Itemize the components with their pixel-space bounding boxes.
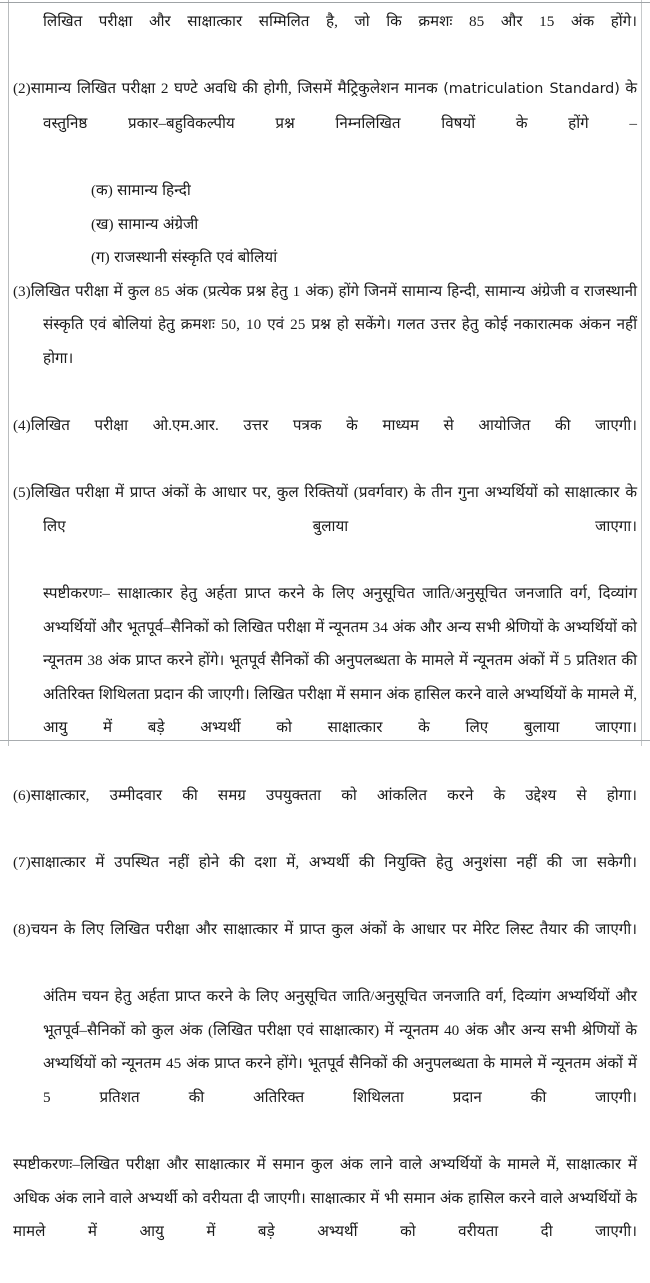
paragraph-item-5-explanation: स्पष्टीकरणः– साक्षात्कार हेतु अर्हता प्राप्त करने के लिए अनुसूचित जाति/अनुसूचित जनजाति वर्ग, दिव्यांग अभ्यर्थियों और भूतपूर्व–सैनिकों को लिखित परीक्षा में न्यूनतम 34 अंक और अन्य सभी श्रेणियों के अभ्यर्थियों को न्यूनतम 38 अंक प्राप्त करने होंगे। भूतपूर्व सैनिकों की अनुपलब्धता के मामले में न्यूनतम अंकों में 5 प्रतिशत की अतिरिक्त शिथिलता प्रदान की जाएगी। लिखित परीक्षा में समान अंक हासिल करने वाले अभ्यर्थियों के मामले में, आयु में बड़े अभ्यर्थी को साक्षात्कार के लिए बुलाया जाएगा। — [43, 585, 637, 737]
item-4-text: लिखित परीक्षा ओ.एम.आर. उत्तर पत्रक के माध्यम से आयोजित की जाएगी। — [30, 417, 637, 435]
paragraph-item-5 — [13, 476, 637, 577]
paragraph-item-6 — [13, 779, 637, 846]
item-5-text: लिखित परीक्षा में प्राप्त अंकों के आधार पर, कुल रिक्तियों (प्रवर्गवार) के तीन गुना अभ्यर्थियों को साक्षात्कार के लिए बुलाया जाएगा। — [30, 484, 637, 535]
item-3-text: लिखित परीक्षा में कुल 85 अंक (प्रत्येक प्रश्न हेतु 1 अंक) होंगे जिनमें सामान्य हिन्दी, सामान्य अंग्रेजी व राजस्थानी संस्कृति एवं बोलियां हेतु क्रमशः 50, 10 एवं 25 प्रश्न हो सकेंगे। गलत उत्तर हेतु कोई नकारात्मक अंकन नहीं होगा। — [30, 282, 637, 367]
paragraph-item-8-continuation: अंतिम चयन हेतु अर्हता प्राप्त करने के लिए अनुसूचित जाति/अनुसूचित जनजाति वर्ग, दिव्यांग अभ्यर्थियों और भूतपूर्व–सैनिकों को कुल अंक (लिखित परीक्षा एवं साक्षात्कार) में न्यूनतम 40 अंक और अन्य सभी श्रेणियों के अभ्यर्थियों को न्यूनतम 45 अंक प्राप्त करने होंगे। भूतपूर्व सैनिकों की अनुपलब्धता के मामले में न्यूनतम अंकों में 5 प्रतिशत की अतिरिक्त शिथिलता प्रदान की जाएगी। — [43, 988, 637, 1106]
item-8-text: चयन के लिए लिखित परीक्षा और साक्षात्कार में प्राप्त कुल अंकों के आधार पर मेरिट लिस्ट तैयार की जाएगी। — [30, 921, 637, 939]
paragraph-item-3 — [13, 275, 637, 409]
list-marker-2: (2) — [13, 80, 31, 98]
sub-item-c: (ग) राजस्थानी संस्कृति एवं बोलियां — [91, 249, 278, 267]
page-right-rule — [641, 0, 642, 746]
item-2-text-part-1: सामान्य लिखित परीक्षा 2 घण्टे अवधि की होगी, जिसमें मैट्रिकुलेशन मानक — [30, 80, 444, 98]
sub-item-b: (ख) सामान्य अंग्रेजी — [91, 215, 199, 233]
list-marker-8: (8) — [13, 921, 31, 939]
page-top-rule — [0, 2, 650, 3]
paragraph-item-2 — [13, 72, 637, 174]
paragraph-final-explanation: स्पष्टीकरणः–लिखित परीक्षा और साक्षात्कार में समान कुल अंक लाने वाले अभ्यर्थियों के मामले में, साक्षात्कार में अधिक अंक लाने वाले अभ्यर्थी को वरीयता दी जाएगी। साक्षात्कार में भी समान अंक हासिल करने वाले अभ्यर्थियों के मामले में आयु में बड़े अभ्यर्थी को वरीयता दी जाएगी। — [13, 1156, 637, 1241]
paragraph-item-4 — [13, 409, 637, 476]
item-6-text: साक्षात्कार, उम्मीदवार की समग्र उपयुक्तता को आंकलित करने के उद्देश्य से होगा। — [30, 786, 637, 804]
list-marker-7: (7) — [13, 853, 31, 871]
list-marker-3: (3) — [13, 282, 31, 300]
paragraph-item-1-continuation: लिखित परीक्षा और साक्षात्कार सम्मिलित है, जो कि क्रमशः 85 और 15 अंक होंगे। — [43, 13, 637, 30]
page-left-rule — [8, 0, 9, 746]
item-2-latin-phrase: (matriculation Standard) — [443, 81, 620, 98]
list-marker-4: (4) — [13, 417, 31, 435]
list-marker-6: (6) — [13, 786, 31, 804]
paragraph-item-7 — [13, 846, 637, 913]
item-2-text-part-2: के वस्तुनिष्ठ प्रकार–बहुविकल्पीय प्रश्न निम्नलिखित विषयों के होंगे – — [43, 80, 637, 132]
paragraph-item-8 — [13, 913, 637, 980]
list-marker-5: (5) — [13, 484, 31, 502]
sub-item-a: (क) सामान्य हिन्दी — [91, 181, 191, 199]
item-7-text: साक्षात्कार में उपस्थित नहीं होने की दशा में, अभ्यर्थी की नियुक्ति हेतु अनुशंसा नहीं की जा सकेगी। — [30, 853, 637, 871]
document-body — [13, 5, 637, 1283]
